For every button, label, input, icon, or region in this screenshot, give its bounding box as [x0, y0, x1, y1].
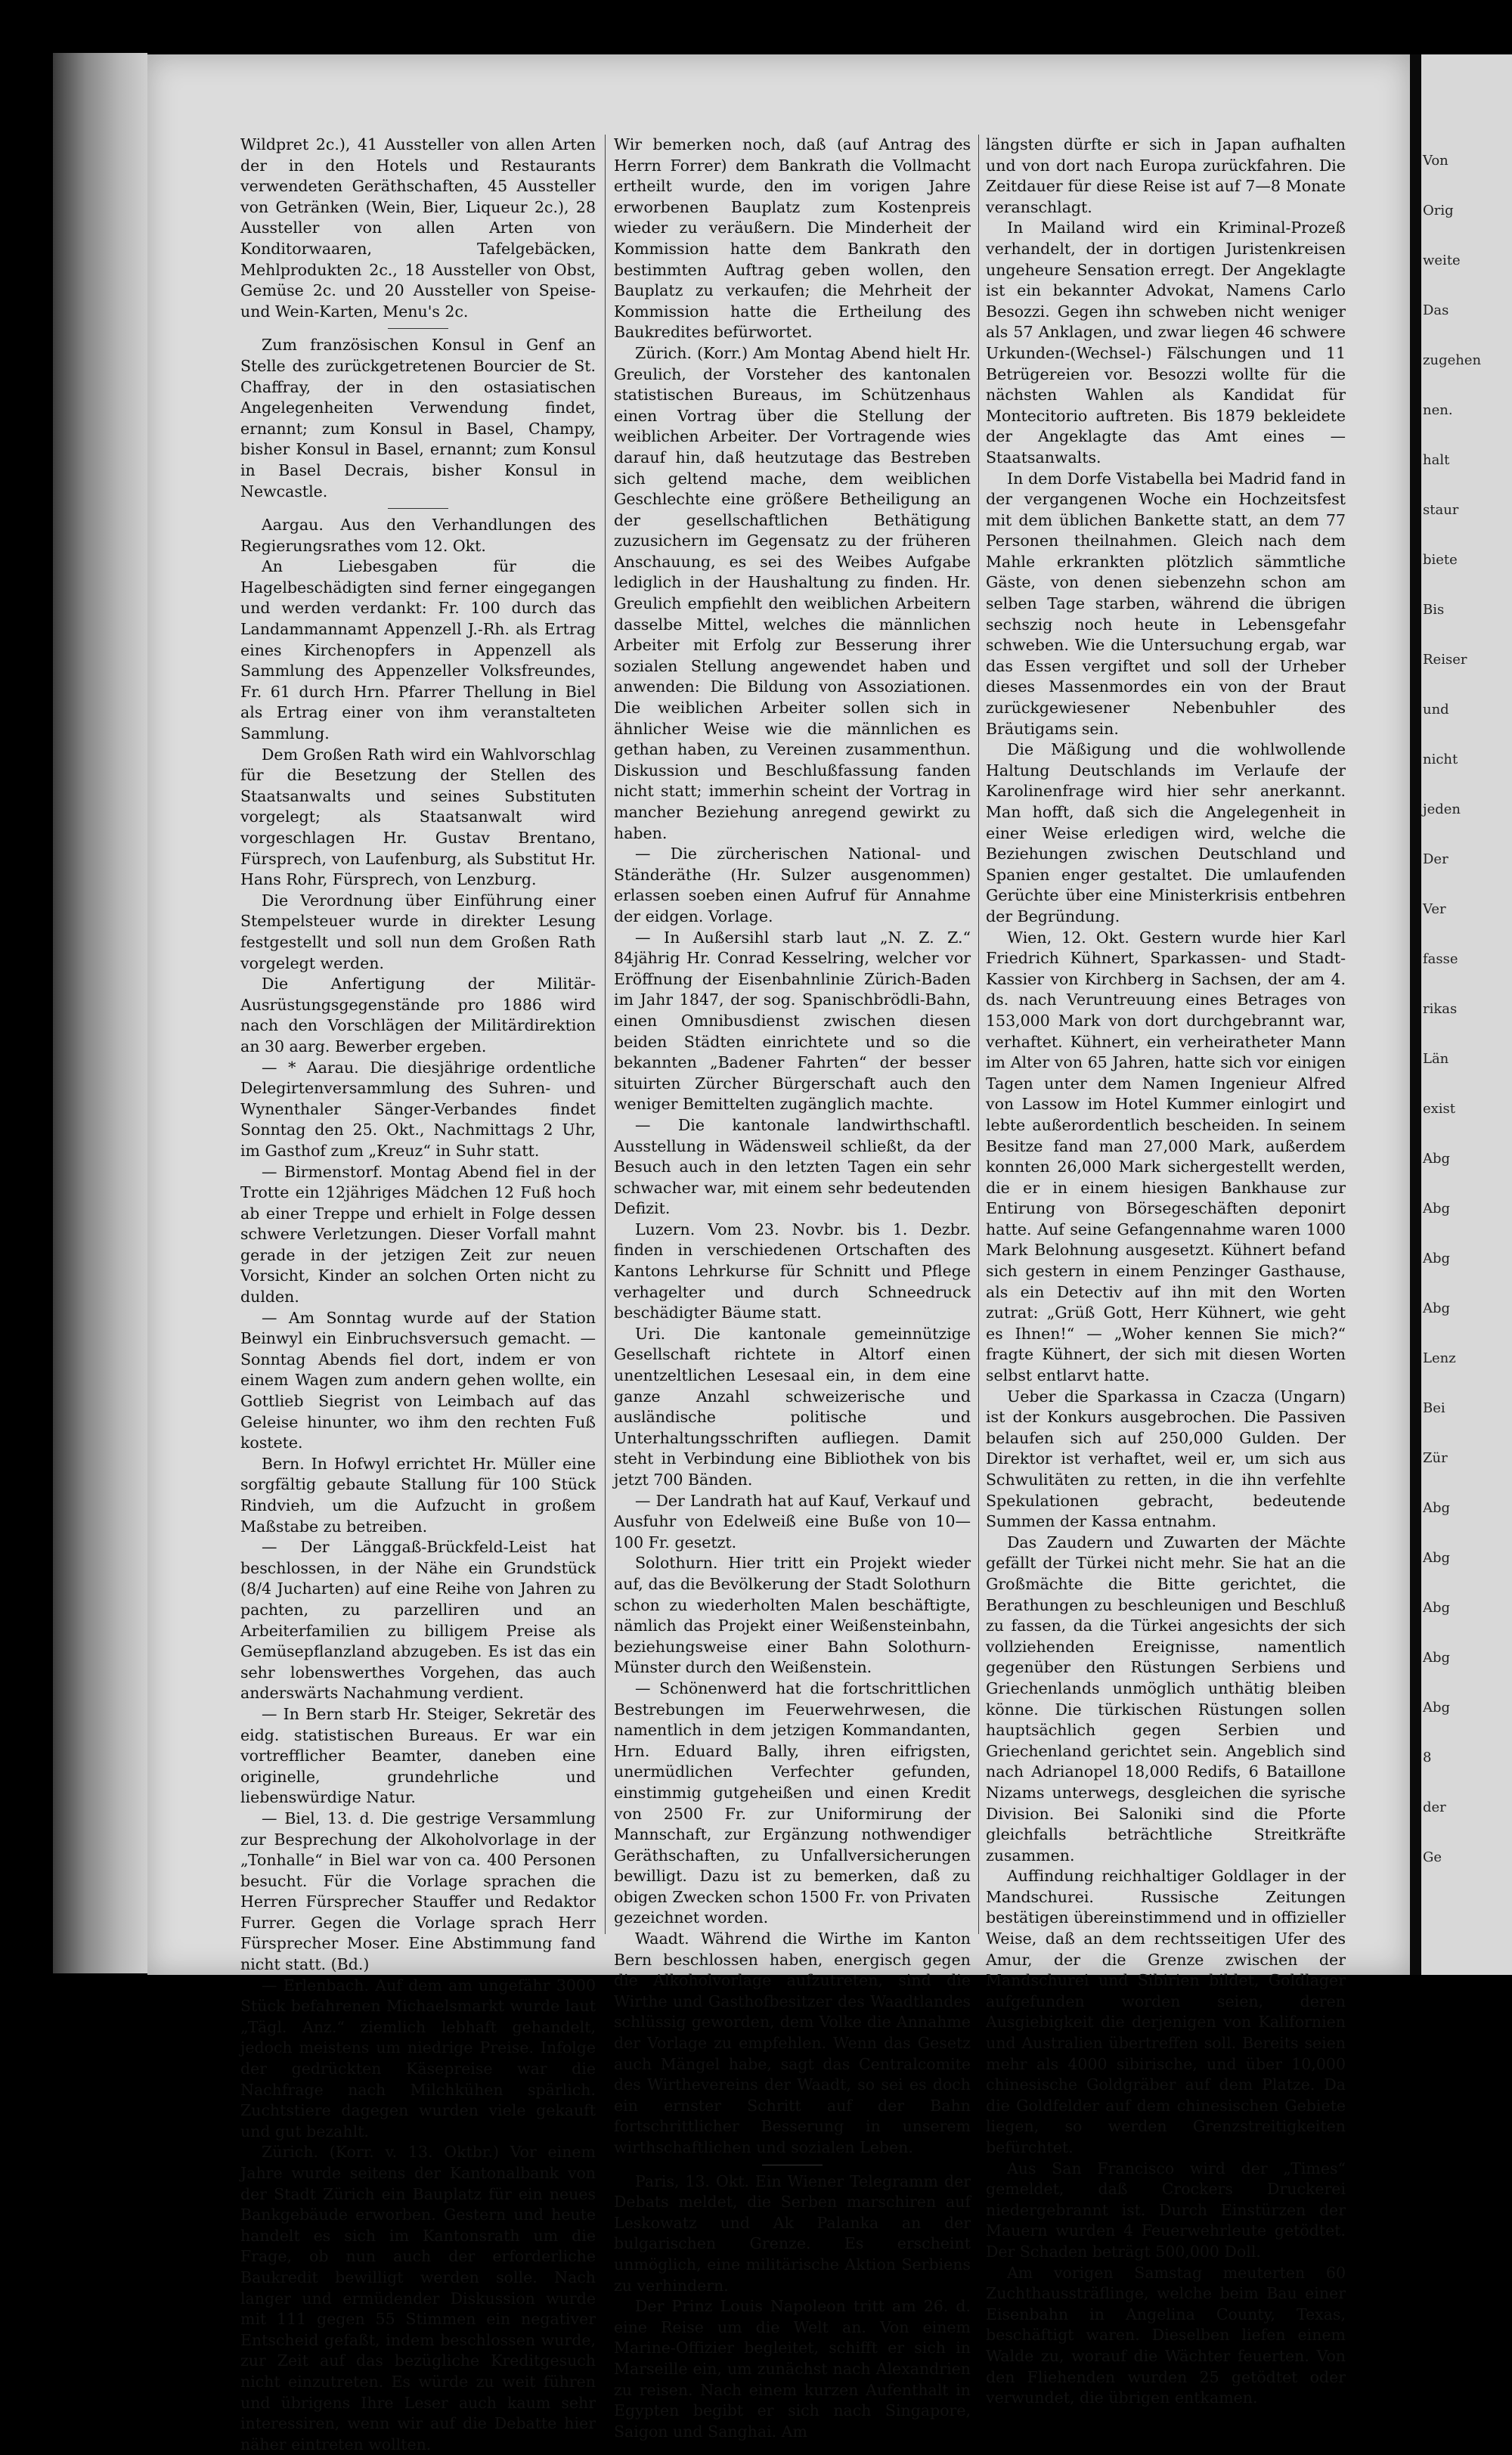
adjacent-page-fragment: staur	[1423, 502, 1459, 518]
adjacent-page-fragment: der	[1423, 1799, 1446, 1815]
adjacent-page-fragment: Lenz	[1423, 1350, 1456, 1366]
adjacent-page-fragment: weite	[1423, 253, 1461, 268]
article-paragraph: Zürich. (Korr. v. 13. Oktbr.) Vor einem Jahre wurde seitens der Kantonalbank von der Stadt Zürich ein Bauplatz für ein neues Bankgebäude erworben. Gestern und heute handelt es sich im Kantonsrath um die Frage, ob nun auch der erforderliche Baukredit bewilligt werden solle. Nach langer und ermüdender Diskussion wurde mit 111 gegen 55 Stimmen ein negativer Entscheid gefaßt, indem beschlossen wurde, zur Zeit auf das bezügliche Kreditgesuch nicht einzutreten. Es würde zu weit führen und übrigens Ihre Leser auch kaum sehr interessiren, wenn wir auf die Debatte hier näher eintreten wollten.	[240, 2143, 596, 2453]
article-paragraph: — Der Landrath hat auf Kauf, Verkauf und Ausfuhr von Edelweiß eine Buße von 10—100 Fr. gesetzt.	[614, 1491, 971, 1551]
article-paragraph: Zürich. (Korr.) Am Montag Abend hielt Hr. Greulich, der Vorsteher des kantonalen statistischen Bureaus, im Schützenhaus einen Vortrag über die Stellung der weiblichen Arbeiter. Der Vortragende wies darauf hin, daß heutzutage das Bestreben sich geltend mache, dem weiblichen Geschlechte eine größere Betheiligung an der gesellschaftlichen Bethätigung zuzusichern im Gegensatz zu der früheren Anschauung, es sei des Weibes Aufgabe lediglich in der Haushaltung zu finden. Hr. Greulich empfiehlt den weiblichen Arbeitern dasselbe Mittel, welches die männlichen Arbeiter mit Erfolg zur Besserung ihrer sozialen Stellung angewendet haben und anwenden: Die Bildung von Assoziationen. Die weiblichen Arbeiter sollen sich in ähnlicher Weise wie die männlichen es gethan haben, zu Vereinen zusammenthun. Diskussion und Beschlußfassung fanden nicht statt; immerhin scheint der Vortrag in mancher Beziehung anregend gewirkt zu haben.	[614, 343, 971, 842]
adjacent-page-fragment: Abg	[1423, 1251, 1451, 1266]
article-paragraph: — Die kantonale landwirthschaftl. Ausstellung in Wädensweil schließt, da der Besuch auch in den letzten Tagen ein sehr schwacher war, mit einem sehr bedeutenden Defizit.	[614, 1115, 971, 1218]
adjacent-page-fragment: halt	[1423, 452, 1450, 468]
adjacent-page-fragment: rikas	[1423, 1001, 1458, 1017]
article-paragraph: Paris, 13. Okt. Ein Wiener Telegramm der Debats meldet, die Serben marschiren auf Leskowatz und Ak Palanka an der bulgarischen Grenze. Es erscheint unmöglich, eine militärische Aktion Serbiens zu verhindern.	[614, 2171, 971, 2295]
article-paragraph: — Schönenwerd hat die fortschrittlichen Bestrebungen im Feuerwehrwesen, die namentlich in dem jetzigen Kommandanten, Hrn. Eduard Bally, ihren eifrigsten, unermüdlichen Verfechter gefunden, einstimmig gutgeheißen und einen Kredit von 2500 Fr. zur Uniformirung der Mannschaft, zur Ergänzung nothwendiger Geräthschaften, zu Unfallversicherungen bewilligt. Dazu ist zu bemerken, daß zu obigen Zwecken schon 1500 Fr. von Privaten gezeichnet worden.	[614, 1679, 971, 1927]
adjacent-page-fragment: Abg	[1423, 1201, 1451, 1217]
page-gutter	[1410, 54, 1421, 1975]
article-paragraph: Wien, 12. Okt. Gestern wurde hier Karl Friedrich Kühnert, Sparkassen- und Stadt-Kassier von Kirchberg in Sachsen, der am 4. ds. nach Veruntreuung eines Betrages von 153,000 Mark von dort durchgebrannt war, verhaftet. Kühnert, ein verheiratheter Mann im Alter von 65 Jahren, hatte sich vor einigen Tagen unter dem Namen Ingenieur Alfred von Lassow im Hotel Kummer einlogirt und lebte außerordentlich bescheiden. In seinem Besitze fand man 27,000 Mark, außerdem konnten 26,000 Mark sichergestellt werden, die er in einem hiesigen Bankhause zur Entirung von Börsegeschäften deponirt hatte. Auf seine Gefangennahme waren 1000 Mark Belohnung ausgesetzt. Kühnert befand sich gestern in einem Penzinger Gasthause, als ein Detectiv auf ihn mit den Worten zutrat: „Grüß Gott, Herr Kühnert, wie geht es Ihnen!“ — „Woher kennen Sie mich?“ fragte Kühnert, der sich mit diesen Worten selbst entlarvt hatte.	[986, 928, 1346, 1385]
article-paragraph: — Die zürcherischen National- und Ständeräthe (Hr. Sulzer ausgenommen) erlassen soeben einen Aufruf für Annahme der eidgen. Vorlage.	[614, 845, 971, 925]
adjacent-page-fragment: nen.	[1423, 402, 1453, 418]
adjacent-page-fragment: Reiser	[1423, 652, 1467, 668]
article-paragraph: Dem Großen Rath wird ein Wahlvorschlag für die Besetzung der Stellen des Staatsanwalts und seines Substituten vorgelegt; als Staatsanwalt wird vorgeschlagen Hr. Gustav Brentano, Fürsprech, von Laufenburg, als Substitut Hr. Hans Rohr, Fürsprech, von Lenzburg.	[240, 745, 596, 889]
adjacent-page-fragment: Ge	[1423, 1849, 1442, 1865]
article-paragraph: Bern. In Hofwyl errichtet Hr. Müller eine sorgfältig gebaute Stallung für 100 Stück Rindvieh, um die Aufzucht in großem Maßstabe zu betreiben.	[240, 1454, 596, 1536]
article-paragraph: Am vorigen Samstag meuterten 60 Zuchthaussträflinge, welche beim Bau einer Eisenbahn in Angelina County, Texas, beschäftigt waren. Dieselben liefen einem Walde zu, worauf die Wächter feuerten. Von den Fliehenden wurden 25 getödtet oder verwundet, die übrigen entkamen.	[986, 2263, 1346, 2407]
article-paragraph: Zum französischen Konsul in Genf an Stelle des zurückgetretenen Bourcier de St. Chaffray, der in den ostasiatischen Angelegenheiten Verwendung findet, ernannt; zum Konsul in Basel, Champy, bisher Konsul in Basel, ernannt; zum Konsul in Basel Decrais, bisher Konsul in Newcastle.	[240, 336, 596, 501]
article-paragraph: In Mailand wird ein Kriminal-Prozeß verhandelt, der in dortigen Juristenkreisen ungeheure Sensation erregt. Der Angeklagte ist ein bekannter Advokat, Namens Carlo Besozzi. Gegen ihn schweben nicht weniger als 57 Anklagen, und zwar liegen 46 schwere Urkunden-(Wechsel-) Fälschungen und 11 Betrügereien vor. Besozzi wollte für die nächsten Wahlen als Kandidat für Montecitorio auftreten. Bis 1879 bekleidete der Angeklagte das Amt eines — Staatsanwalts.	[986, 219, 1346, 467]
adjacent-page-fragment: Abg	[1423, 1300, 1451, 1316]
article-paragraph: Luzern. Vom 23. Novbr. bis 1. Dezbr. finden in verschiedenen Ortschaften des Kantons Lehrkurse für Schnitt und Pflege verhagelter und durch Schneedruck beschädigter Bäume statt.	[614, 1220, 971, 1322]
adjacent-page-fragment: Abg	[1423, 1500, 1451, 1516]
article-paragraph: An Liebesgaben für die Hagelbeschädigten sind ferner eingegangen und werden verdankt: Fr. 100 durch das Landammannamt Appenzell J.-Rh. als Ertrag eines Kirchenopfers in Appenzell als Sammlung des Appenzeller Volksfreundes, Fr. 61 durch Hrn. Pfarrer Thellung in Biel als Ertrag einer von ihm veranstalteten Sammlung.	[240, 557, 596, 743]
adjacent-page-fragment: Abg	[1423, 1151, 1451, 1167]
adjacent-page-fragment: jeden	[1423, 801, 1461, 817]
adjacent-page-fragment: Ver	[1423, 901, 1446, 917]
article-paragraph: Aus San Francisco wird der „Times“ gemeldet, daß Crockers Druckerei niedergebrannt ist. Durch Einstürzen der Mauern wurden 4 Feuerwehrleute getödtet. Der Schaden beträgt 500,000 Doll.	[986, 2159, 1346, 2261]
article-paragraph: — Erlenbach. Auf dem am ungefähr 3000 Stück befahrenen Michaelsmarkt wurde laut „Tägl. Anz.“ ziemlich lebhaft gehandelt, jedoch meistens um niedrige Preise. Infolge der gedrückten Käsepreise war die Nachfrage nach Milchkühen spärlich. Zuchtstiere dagegen wurden viele gekauft und gut bezahlt.	[240, 1976, 596, 2140]
adjacent-page-fragment: Von	[1423, 153, 1448, 169]
adjacent-page-fragment: 8	[1423, 1750, 1432, 1765]
article-paragraph: längsten dürfte er sich in Japan aufhalten und von dort nach Europa zurückfahren. Die Zeitdauer für diese Reise ist auf 7—8 Monate veranschlagt.	[986, 135, 1346, 216]
article-paragraph: Aargau. Aus den Verhandlungen des Regierungsrathes vom 12. Okt.	[240, 516, 596, 555]
article-paragraph: — Biel, 13. d. Die gestrige Versammlung zur Besprechung der Alkoholvorlage in der „Tonhalle“ in Biel war von ca. 400 Personen besucht. Für die Vorlage sprachen die Herren Fürsprecher Stauffer und Redaktor Furrer. Gegen die Vorlage sprach Herr Fürsprecher Moser. Eine Abstimmung fand nicht statt. (Bd.)	[240, 1809, 596, 1974]
article-paragraph: — In Bern starb Hr. Steiger, Sekretär des eidg. statistischen Bureaus. Er war ein vortrefflicher Beamter, daneben eine originelle, grundehrliche und liebenswürdige Natur.	[240, 1704, 596, 1807]
article-paragraph: In dem Dorfe Vistabella bei Madrid fand in der vergangenen Woche ein Hochzeitsfest mit dem üblichen Bankette statt, an dem 77 Personen theilnahmen. Gleich nach dem Mahle erkrankten plötzlich sämmtliche Gäste, von denen siebenzehn schon am selben Tage starben, während die übrigen sechszig noch heute in Lebensgefahr schweben. Wie die Untersuchung ergab, war das Essen vergiftet und soll der Urheber dieses Massenmordes ein von der Braut zurückgewiesener Nebenbuhler des Bräutigams sein.	[986, 469, 1346, 738]
book-binding	[53, 53, 147, 1973]
article-separator	[388, 328, 448, 329]
adjacent-page-fragment: zugehen	[1423, 352, 1482, 368]
adjacent-page-fragment: Das	[1423, 302, 1449, 318]
article-paragraph: — Der Länggaß-Brückfeld-Leist hat beschlossen, in der Nähe ein Grundstück (8/4 Jucharten) auf eine Reihe von Jahren zu pachten, zu parzelliren und an Arbeiterfamilien zu billigem Preise als Gemüsepflanzland abzugeben. Es ist das ein sehr lobenswerthes Vorgehen, das auch anderswärts Nachahmung verdient.	[240, 1538, 596, 1703]
article-paragraph: Auffindung reichhaltiger Goldlager in der Mandschurei. Russische Zeitungen bestätigen übereinstimmend und in offizieller Weise, daß an dem rechtsseitigen Ufer des Amur, der die Grenze zwischen der Mandschurei und Sibirien bildet, Goldlager aufgefunden worden seien, deren Ausgiebigkeit die derjenigen von Kalifornien und Australien übertreffen soll. Bereits seien mehr als 4000 sibirische, und über 10,000 chinesische Goldgräber auf dem Platze. Da die Goldfelder auf dem chinesischen Gebiete liegen, so werden Grenzstreitigkeiten befürchtet.	[986, 1867, 1346, 2156]
article-paragraph: Ueber die Sparkassa in Czacza (Ungarn) ist der Konkurs ausgebrochen. Die Passiven belaufen sich auf 250,000 Gulden. Der Direktor ist verhaftet, weil er, um sich aus Schwulitäten zu retten, in die ihn verfehlte Spekulationen gebracht, bedeutende Summen der Kassa entnahm.	[986, 1387, 1346, 1531]
article-paragraph: Die Mäßigung und die wohlwollende Haltung Deutschlands im Verlaufe der Karolinenfrage wird hier sehr anerkannt. Man hofft, daß sich die Angelegenheit in einer Weise erledigen wird, welche die Beziehungen zwischen Deutschland und Spanien enger gestaltet. Die umlaufenden Gerüchte über eine Ministerkrisis entbehren der Begründung.	[986, 740, 1346, 925]
adjacent-page-fragment: Bis	[1423, 602, 1445, 618]
adjacent-page-fragment: Zür	[1423, 1450, 1448, 1466]
article-paragraph: Die Anfertigung der Militär-Ausrüstungsgegenstände pro 1886 wird nach den Vorschlägen der Militärdirektion an 30 aarg. Bewerber ergeben.	[240, 975, 596, 1055]
column-rule	[978, 135, 979, 1934]
article-paragraph: Waadt. Während die Wirthe im Kanton Bern beschlossen haben, energisch gegen die Alkoholvorlage aufzutreten, sind die Wirthe und Gasthofbesitzer des Waadtlandes schlüssig geworden, dem Volke die Annahme der Vorlage zu empfehlen. Wenn das Gesetz auch Mängel habe, sagt das Centralcomite des Wirthevereins der Waadt, so sei es doch ein ernster Schritt auf der Bahn fortschrittlicher Besserung in unserem wirthschaftlichen und sozialen Leben.	[614, 1930, 971, 2156]
article-paragraph: Der Prinz Louis Napoleon tritt am 26. d. eine Reise um die Welt an. Von einem Marine-Offizier begleitet, schifft er sich in Marseille ein, um zunächst nach Alexandrien zu reisen. Nach einem kurzen Aufenthalt in Egypten begibt er sich nach Singapore, Saigon und Sanghai. Am	[614, 2297, 971, 2441]
article-paragraph: — * Aarau. Die diesjährige ordentliche Delegirtenversammlung des Suhren- und Wynenthaler Sänger-Verbandes findet Sonntag den 25. Okt., Nachmittags 2 Uhr, im Gasthof zum „Kreuz“ in Suhr statt.	[240, 1058, 596, 1160]
column-1	[240, 135, 596, 2453]
article-paragraph: Wildpret 2c.), 41 Aussteller von allen Arten der in den Hotels und Restaurants verwendeten Geräthschaften, 45 Aussteller von Getränken (Wein, Bier, Liqueur 2c.), 28 Aussteller von allen Arten von Konditorwaaren, Tafelgebäcken, Mehlprodukten 2c., 18 Aussteller von Obst, Gemüse 2c. und 20 Aussteller von Speise- und Wein-Karten, Menu's 2c.	[240, 135, 596, 321]
article-paragraph: Uri. Die kantonale gemeinnützige Gesellschaft richtete in Altorf einen unentzeltlichen Lesesaal ein, in dem eine ganze Anzahl schweizerische und ausländische politische und Unterhaltungsschriften aufliegen. Damit steht in Verbindung eine Bibliothek von bis jetzt 700 Bänden.	[614, 1324, 971, 1489]
article-separator	[388, 508, 448, 509]
article-paragraph: — Am Sonntag wurde auf der Station Beinwyl ein Einbruchsversuch gemacht. — Sonntag Abends fiel dort, indem er von einem Wagen zum andern gehen wollte, ein Gottlieb Siegrist von Leimbach auf das Geleise hinunter, wo ihm den rechten Fuß kostete.	[240, 1308, 596, 1452]
article-paragraph: Das Zaudern und Zuwarten der Mächte gefällt der Türkei nicht mehr. Sie hat an die Großmächte die Bitte gerichtet, die Berathungen zu beschleunigen und Beschluß zu fassen, da die Türkei angesichts der sich vollziehenden Ereignisse, namentlich gegenüber den Rüstungen Serbiens und Griechenlands unmöglich unthätig bleiben könne. Die türkischen Rüstungen sollen hauptsächlich gegen Serbien und Griechenland gerichtet sein. Angeblich sind nach Adrianopel 18,000 Redifs, 6 Bataillone Nizams unterwegs, desgleichen die syrische Division. Bei Saloniki sind die Pforte gleichfalls beträchtliche Streitkräfte zusammen.	[986, 1533, 1346, 1864]
column-3	[986, 135, 1346, 2407]
adjacent-page-fragment: Orig	[1423, 203, 1454, 219]
adjacent-page-fragment: und	[1423, 702, 1449, 718]
adjacent-page-fragment: Abg	[1423, 1600, 1451, 1616]
adjacent-page-fragment: fasse	[1423, 951, 1458, 967]
column-rule	[605, 135, 606, 1934]
article-paragraph: Solothurn. Hier tritt ein Projekt wieder auf, das die Bevölkerung der Stadt Solothurn schon zu wiederholten Malen beschäftigte, nämlich das Projekt einer Weißensteinbahn, beziehungsweise einer Bahn Solothurn-Münster durch den Weißenstein.	[614, 1554, 971, 1677]
adjacent-page-fragment: Der	[1423, 851, 1448, 867]
article-paragraph: Die Verordnung über Einführung einer Stempelsteuer wurde in direkter Lesung festgestellt und soll nun dem Großen Rath vorgelegt werden.	[240, 891, 596, 972]
article-paragraph: — Birmenstorf. Montag Abend fiel in der Trotte ein 12jähriges Mädchen 12 Fuß hoch ab einer Treppe und erhielt in Folge dessen schwere Verletzungen. Dieser Vorfall mahnt gerade in der jetzigen Zeit zur neuen Vorsicht, Kinder an solchen Orten nicht zu dulden.	[240, 1162, 596, 1307]
article-paragraph: Wir bemerken noch, daß (auf Antrag des Herrn Forrer) dem Bankrath die Vollmacht ertheilt wurde, den im vorigen Jahre erworbenen Bauplatz zum Kostenpreis wieder zu veräußern. Die Minderheit der Kommission hatte dem Bankrath den bestimmten Auftrag geben wollen, den Bauplatz zu verkaufen; die Mehrheit der Kommission hatte die Ertheilung des Baukredites befürwortet.	[614, 135, 971, 342]
adjacent-page-fragment: Abg	[1423, 1700, 1451, 1716]
adjacent-page-fragment: nicht	[1423, 752, 1458, 767]
adjacent-page-fragment: Abg	[1423, 1550, 1451, 1566]
adjacent-page-fragment: exist	[1423, 1101, 1456, 1117]
adjacent-page-fragment: Bei	[1423, 1400, 1445, 1416]
adjacent-page-fragment: biete	[1423, 552, 1458, 568]
adjacent-page-fragment: Abg	[1423, 1650, 1451, 1666]
adjacent-page-fragment: Län	[1423, 1051, 1449, 1067]
column-2	[614, 135, 971, 2441]
article-paragraph: — In Außersihl starb laut „N. Z. Z.“ 84jährig Hr. Conrad Kesselring, welcher vor Eröffnung der Eisenbahnlinie Zürich-Baden im Jahr 1847, der sog. Spanischbrödli-Bahn, einen Omnibusdienst zwischen diesen beiden Städten einrichtete und so die bekannten „Badener Fahrten“ der besser situirten Zürcher Bürgerschaft auch den weniger Bemittelten zugänglich machte.	[614, 928, 971, 1114]
